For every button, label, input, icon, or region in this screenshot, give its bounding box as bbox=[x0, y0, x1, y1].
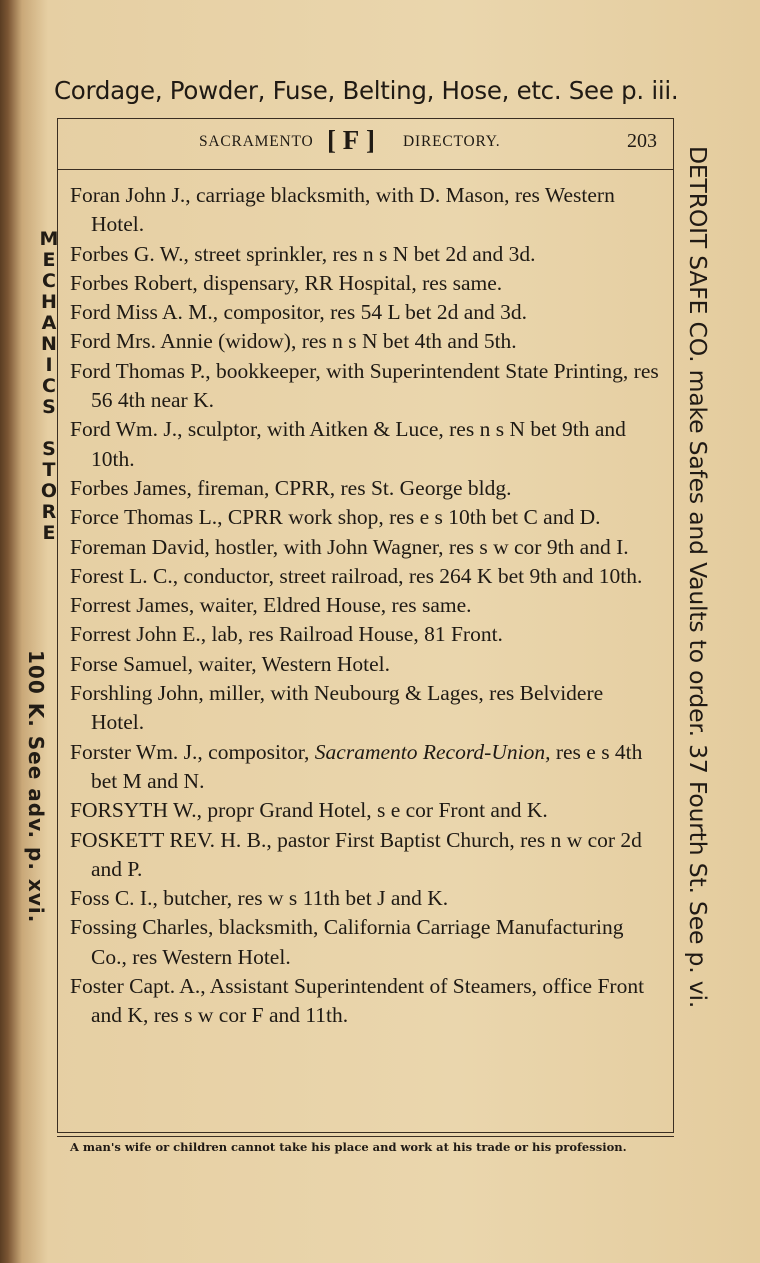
entry-newspaper-title: Sacramento Record-Union, bbox=[314, 739, 551, 764]
directory-entry: FORSYTH W., propr Grand Hotel, s e cor Front and K. bbox=[70, 798, 548, 823]
directory-entry: Foss C. I., butcher, res w s 11th bet J and K. bbox=[70, 886, 449, 911]
directory-page-box bbox=[57, 118, 674, 1133]
top-advertisement: Cordage, Powder, Fuse, Belting, Hose, etc. See p. iii. bbox=[54, 76, 679, 105]
directory-entry: Forbes James, fireman, CPRR, res St. George bldg. bbox=[70, 475, 512, 500]
header-section-letter: F bbox=[342, 125, 360, 155]
header-bracket-close: ] bbox=[366, 125, 375, 155]
entry-text: Forster Wm. J., compositor, bbox=[70, 739, 315, 764]
header-letter bbox=[327, 125, 375, 156]
directory-entry: Ford Miss A. M., compositor, res 54 L bet 2d and 3d. bbox=[70, 300, 527, 325]
left-advertisement-address: 100 K. See adv. p. xvi. bbox=[24, 650, 48, 924]
directory-entry: Foster Capt. A., Assistant Superintendent of Steamers, office Front and K, res s w cor F and 11th. bbox=[70, 974, 645, 1028]
directory-entry: Foran John J., carriage blacksmith, with D. Mason, res Western Hotel. bbox=[70, 183, 615, 237]
header-bracket-open: [ bbox=[327, 125, 336, 155]
header-city: SACRAMENTO bbox=[199, 133, 314, 150]
directory-entry-forster bbox=[70, 738, 660, 797]
footer-slogan: A man's wife or children cannot take his place and work at his trade or his profession. bbox=[70, 1140, 627, 1154]
directory-entry: Forrest James, waiter, Eldred House, res same. bbox=[70, 593, 472, 618]
bottom-rule bbox=[57, 1136, 674, 1137]
directory-entry: Fossing Charles, blacksmith, California Carriage Manufacturing Co., res Western Hotel. bbox=[70, 915, 624, 969]
directory-entry: Force Thomas L., CPRR work shop, res e s 10th bet C and D. bbox=[70, 505, 601, 530]
directory-entries bbox=[70, 181, 660, 1031]
directory-entry: Ford Thomas P., bookkeeper, with Superintendent State Printing, res 56 4th near K. bbox=[70, 358, 659, 413]
directory-entry: Forshling John, miller, with Neubourg & Lages, res Belvidere Hotel. bbox=[70, 681, 604, 735]
directory-entry: Forbes Robert, dispensary, RR Hospital, res same. bbox=[70, 270, 503, 295]
directory-entry: Forse Samuel, waiter, Western Hotel. bbox=[70, 651, 391, 676]
directory-entry: Forrest John E., lab, res Railroad House, 81 Front. bbox=[70, 622, 503, 647]
left-advertisement-store: MECHANICS STORE bbox=[38, 228, 60, 543]
directory-entry: Forest L. C., conductor, street railroad, res 264 K bet 9th and 10th. bbox=[70, 563, 643, 588]
entry-text: res e s 4th bet M and N. bbox=[91, 739, 643, 793]
directory-entry: Forbes G. W., street sprinkler, res n s N bet 2d and 3d. bbox=[70, 241, 536, 266]
page-number: 203 bbox=[627, 130, 657, 152]
header-directory: DIRECTORY. bbox=[403, 133, 501, 150]
directory-entry: Foreman David, hostler, with John Wagner, res s w cor 9th and I. bbox=[70, 534, 629, 559]
page-header bbox=[58, 119, 673, 170]
right-advertisement: DETROIT SAFE CO. make Safes and Vaults to order. 37 Fourth St. See p. vi. bbox=[684, 146, 712, 1009]
directory-entry: FOSKETT REV. H. B., pastor First Baptist Church, res n w cor 2d and P. bbox=[70, 827, 642, 881]
directory-entry: Ford Mrs. Annie (widow), res n s N bet 4th and 5th. bbox=[70, 329, 517, 354]
directory-entry: Ford Wm. J., sculptor, with Aitken & Luce, res n s N bet 9th and 10th. bbox=[70, 417, 626, 471]
